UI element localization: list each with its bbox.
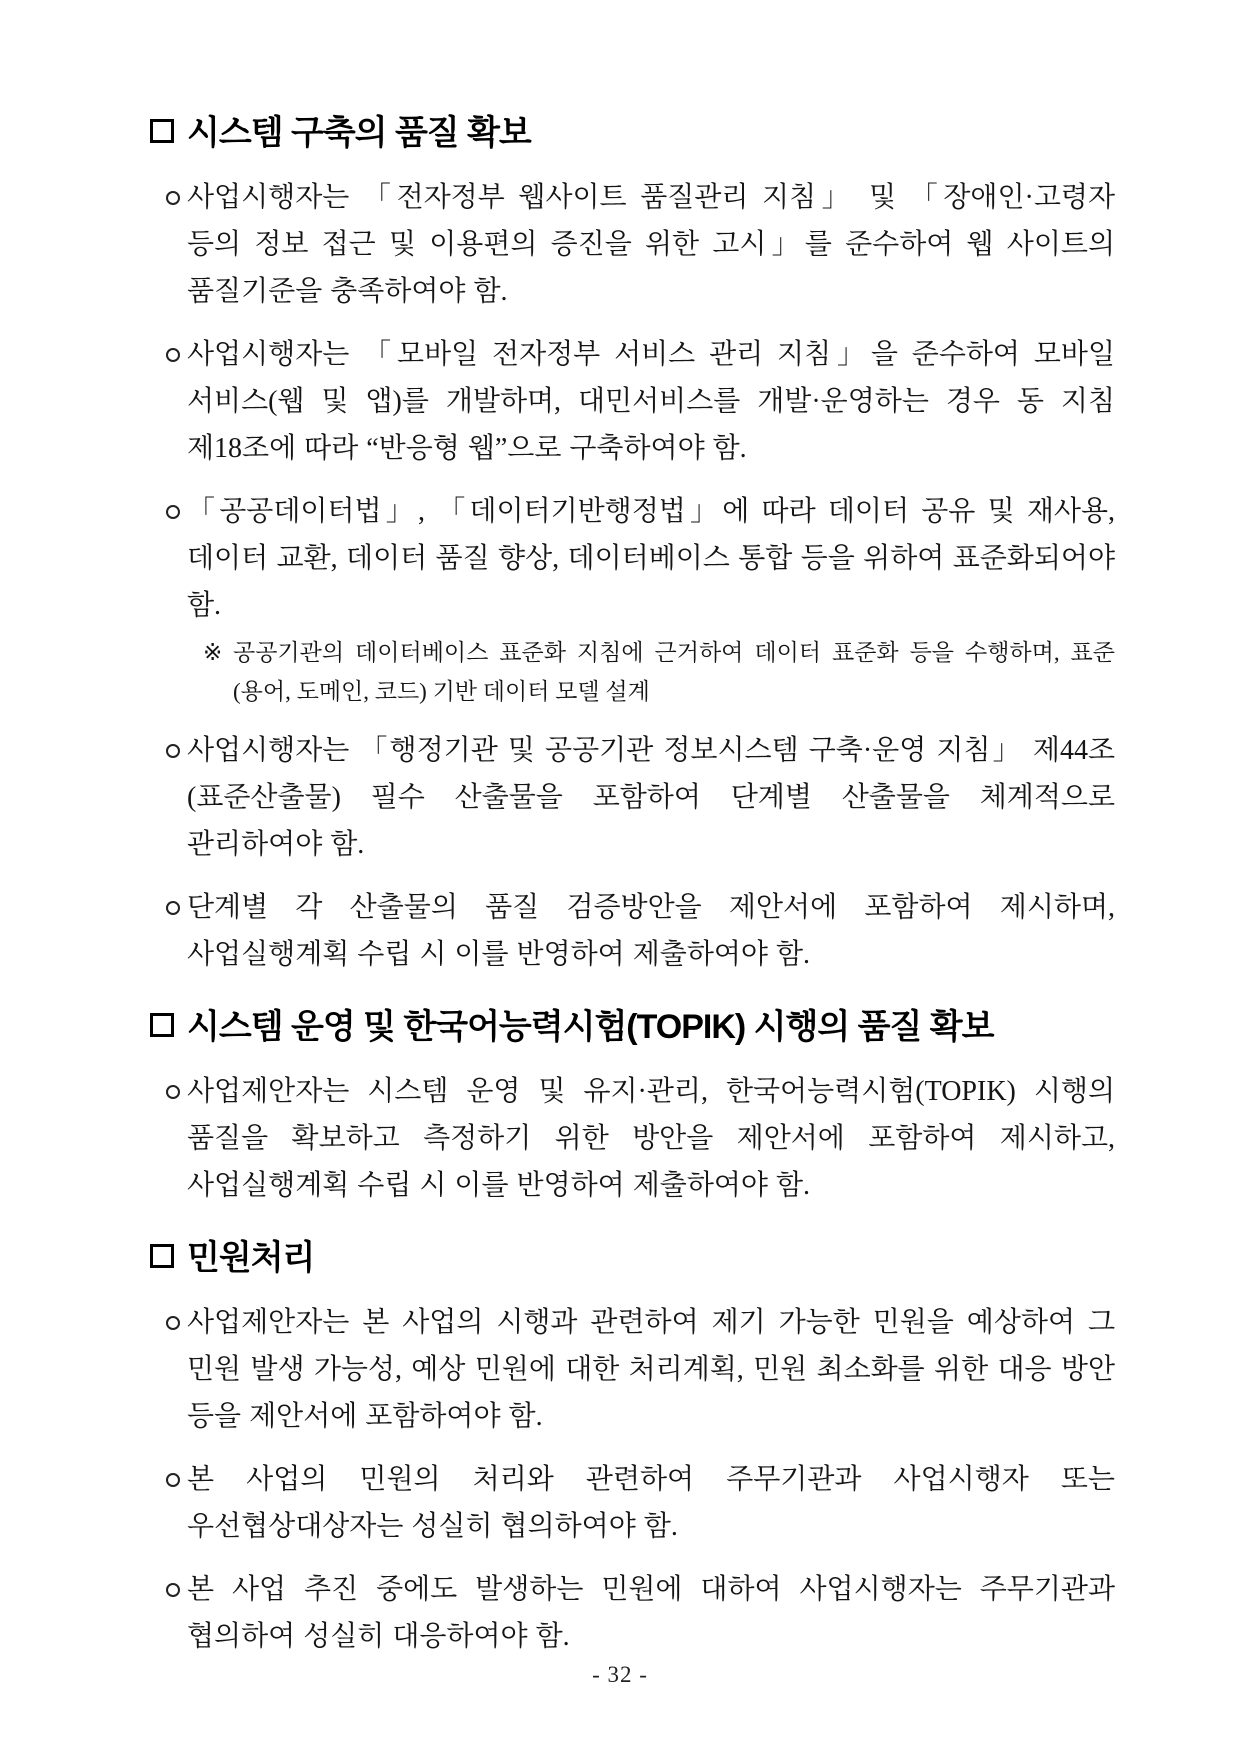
bullet-item bbox=[130, 884, 1115, 978]
circle-bullet-icon bbox=[166, 901, 180, 915]
bullet-item bbox=[130, 1456, 1115, 1550]
bullet-item bbox=[130, 1299, 1115, 1440]
bullet-item bbox=[130, 331, 1115, 472]
bullet-text: 사업시행자는 「행정기관 및 공공기관 정보시스템 구축·운영 지침」 제44조(표준산출물) 필수 산출물을 포함하여 단계별 산출물을 체계적으로 관리하여야 함. bbox=[187, 735, 1115, 860]
circle-bullet-icon bbox=[166, 1085, 180, 1099]
bullet-text: 본 사업의 민원의 처리와 관련하여 주무기관과 사업시행자 또는 우선협상대상자는 성실히 협의하여야 함. bbox=[187, 1464, 1115, 1542]
square-checkbox-icon bbox=[150, 1013, 174, 1037]
bullet-text: 본 사업 추진 중에도 발생하는 민원에 대하여 사업시행자는 주무기관과 협의하여 성실히 대응하여야 함. bbox=[187, 1574, 1115, 1652]
section-civil-complaints bbox=[130, 1235, 1115, 1660]
square-checkbox-icon bbox=[150, 1244, 174, 1268]
bullet-item bbox=[130, 488, 1115, 711]
section-heading bbox=[130, 1004, 1115, 1050]
bullet-item bbox=[130, 1566, 1115, 1660]
page-number: - 32 - bbox=[592, 1662, 648, 1687]
section-heading bbox=[130, 110, 1115, 156]
bullet-text: 단계별 각 산출물의 품질 검증방안을 제안서에 포함하여 제시하며, 사업실행계획 수립 시 이를 반영하여 제출하여야 함. bbox=[187, 892, 1115, 970]
reference-note-text: 공공기관의 데이터베이스 표준화 지침에 근거하여 데이터 표준화 등을 수행하며, 표준(용어, 도메인, 코드) 기반 데이터 모델 설계 bbox=[233, 640, 1115, 704]
section-title: 시스템 구축의 품질 확보 bbox=[187, 114, 531, 152]
bullet-item bbox=[130, 727, 1115, 868]
circle-bullet-icon bbox=[166, 505, 180, 519]
page-content bbox=[130, 110, 1115, 1676]
section-system-build-quality bbox=[130, 110, 1115, 978]
circle-bullet-icon bbox=[166, 348, 180, 362]
bullet-text: 사업제안자는 시스템 운영 및 유지·관리, 한국어능력시험(TOPIK) 시행의 품질을 확보하고 측정하기 위한 방안을 제안서에 포함하여 제시하고, 사업실행계획 수립 시 이를 반영하여 제출하여야 함. bbox=[187, 1076, 1115, 1201]
bullet-text: 사업시행자는 「모바일 전자정부 서비스 관리 지침」을 준수하여 모바일 서비스(웹 및 앱)를 개발하며, 대민서비스를 개발·운영하는 경우 동 지침 제18조에 따라 “반응형 웹”으로 구축하여야 함. bbox=[187, 339, 1115, 464]
circle-bullet-icon bbox=[166, 1316, 180, 1330]
bullet-item bbox=[130, 174, 1115, 315]
reference-mark-icon: ※ bbox=[203, 640, 223, 665]
reference-note bbox=[187, 633, 1115, 711]
section-heading bbox=[130, 1235, 1115, 1281]
circle-bullet-icon bbox=[166, 1583, 180, 1597]
bullet-item bbox=[130, 1068, 1115, 1209]
square-checkbox-icon bbox=[150, 119, 174, 143]
circle-bullet-icon bbox=[166, 744, 180, 758]
circle-bullet-icon bbox=[166, 1473, 180, 1487]
bullet-text: 사업시행자는 「전자정부 웹사이트 품질관리 지침」 및 「장애인·고령자 등의 정보 접근 및 이용편의 증진을 위한 고시」를 준수하여 웹 사이트의 품질기준을 충족하여야 함. bbox=[187, 182, 1115, 307]
section-title: 민원처리 bbox=[187, 1239, 315, 1277]
section-title: 시스템 운영 및 한국어능력시험(TOPIK) 시행의 품질 확보 bbox=[187, 1008, 994, 1046]
bullet-text: 사업제안자는 본 사업의 시행과 관련하여 제기 가능한 민원을 예상하여 그 민원 발생 가능성, 예상 민원에 대한 처리계획, 민원 최소화를 위한 대응 방안 등을 제안서에 포함하여야 함. bbox=[187, 1307, 1115, 1432]
circle-bullet-icon bbox=[166, 191, 180, 205]
bullet-text: 「공공데이터법」, 「데이터기반행정법」에 따라 데이터 공유 및 재사용, 데이터 교환, 데이터 품질 향상, 데이터베이스 통합 등을 위하여 표준화되어야 함. bbox=[187, 496, 1115, 621]
section-operation-topik-quality bbox=[130, 1004, 1115, 1209]
